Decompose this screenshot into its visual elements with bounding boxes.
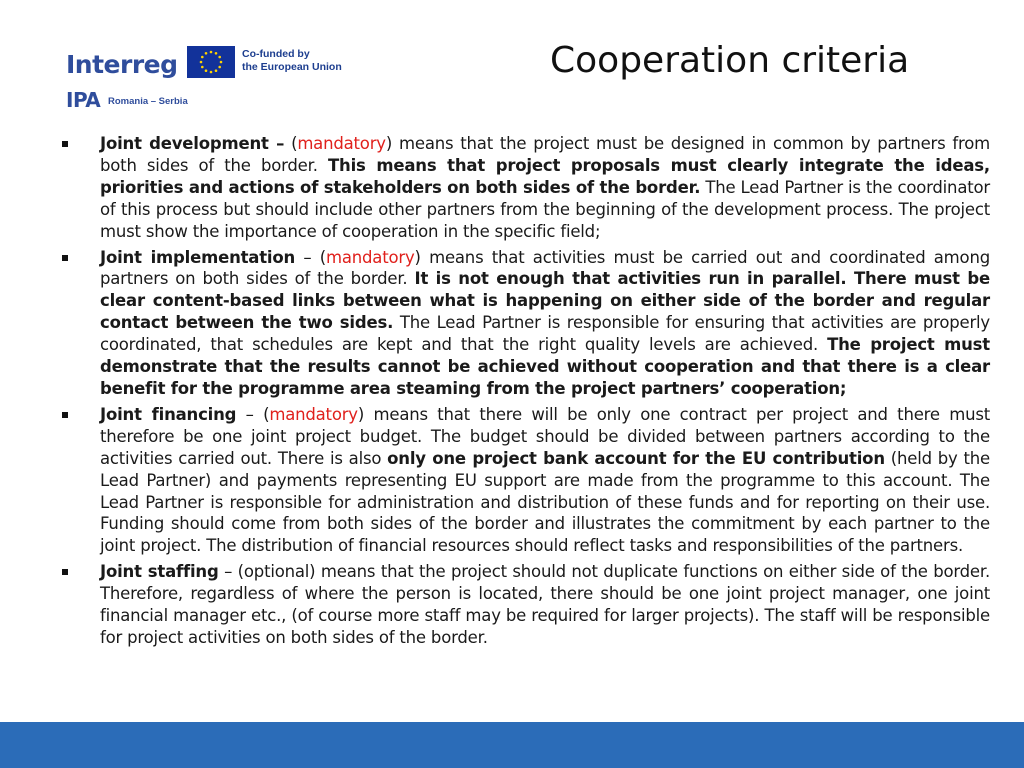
criterion-heading: Joint financing — [100, 404, 237, 424]
bullet-square-icon — [62, 255, 68, 261]
criterion-heading: Joint staffing — [100, 562, 219, 582]
cofunded-line-1: Co-funded by — [242, 48, 310, 60]
status-mandatory: mandatory — [325, 247, 415, 267]
criterion-heading: Joint development – — [100, 134, 285, 153]
criterion-emphasis: The project must demonstrate that the results cannot be achieved without cooperation and that there is a clear benefit for the programme area steaming from the project partners’ cooperation; — [100, 335, 990, 398]
interreg-logo — [64, 44, 364, 114]
programme-region: Romania – Serbia — [108, 96, 188, 107]
criterion-text: means that there will be only one contract per project and there must therefore be one joint project budget. The budget should be divided between partners according to the activities carried out. There is also — [100, 404, 990, 468]
criterion-emphasis: It is not enough that activities run in parallel. There must be clear content-based links between what is happening on either side of the border and regular contact between the two sides. — [100, 269, 990, 333]
cofunded-label — [242, 48, 342, 74]
paren-close: ) — [357, 404, 365, 424]
criterion-emphasis: only one project bank account for the EU contribution — [387, 448, 885, 468]
criterion-text: means that activities must be carried out and coordinated among partners on both sides of the border. — [100, 247, 990, 289]
paren-open: – ( — [295, 247, 326, 267]
criterion-text: means that the project must be designed in common by partners from both sides of the border. — [100, 134, 990, 175]
criterion-text: – (optional) means that the project should not duplicate functions on either side of the border. Therefore, regardless of where the person is located, there should be one joint project manager, one joint financial manager etc., (of course more staff may be required for larger projects). The staff will be responsible for project activities on both sides of the border. — [100, 562, 990, 647]
status-mandatory: mandatory — [297, 134, 386, 153]
paren-open: ( — [284, 134, 298, 153]
page-title: Cooperation criteria — [550, 40, 910, 81]
criterion-heading: Joint implementation — [100, 247, 296, 267]
criterion-joint-development — [60, 133, 990, 243]
criterion-text: The Lead Partner is responsible for ensuring that activities are properly coordinated, that schedules are kept and that the right quality levels are achieved. — [100, 313, 990, 355]
footer-bar — [0, 722, 1024, 768]
status-mandatory: mandatory — [269, 404, 358, 424]
cofunded-line-2: the European Union — [242, 61, 342, 73]
paren-close: ) — [414, 247, 421, 267]
paren-close: ) — [385, 134, 393, 153]
criterion-text: The Lead Partner is the coordinator of this process but should include other partners from the beginning of the development process. The project must show the importance of cooperation in the specific field; — [100, 177, 990, 241]
paren-open: – ( — [236, 404, 270, 424]
ipa-wordmark: IPA — [66, 88, 101, 112]
criterion-emphasis: This means that project proposals must clearly integrate the ideas, priorities and actions of stakeholders on both sides of the border. — [100, 155, 990, 197]
criteria-list — [60, 133, 990, 653]
bullet-square-icon — [62, 141, 68, 147]
eu-flag-icon — [187, 46, 235, 78]
criterion-joint-implementation — [60, 247, 990, 400]
interreg-wordmark: Interreg — [66, 50, 178, 79]
criterion-text: (held by the Lead Partner) and payments representing EU support are made from the programme to this account. The Lead Partner is responsible for administration and distribution of these funds and for reporting on their use. Funding should come from both sides of the border and illustrates the commitment by each partner to the joint project. The distribution of financial resources should reflect tasks and responsibilities of the partners. — [100, 448, 990, 556]
criterion-joint-staffing — [60, 561, 990, 649]
criterion-joint-financing — [60, 404, 990, 557]
bullet-square-icon — [62, 569, 68, 575]
bullet-square-icon — [62, 412, 68, 418]
